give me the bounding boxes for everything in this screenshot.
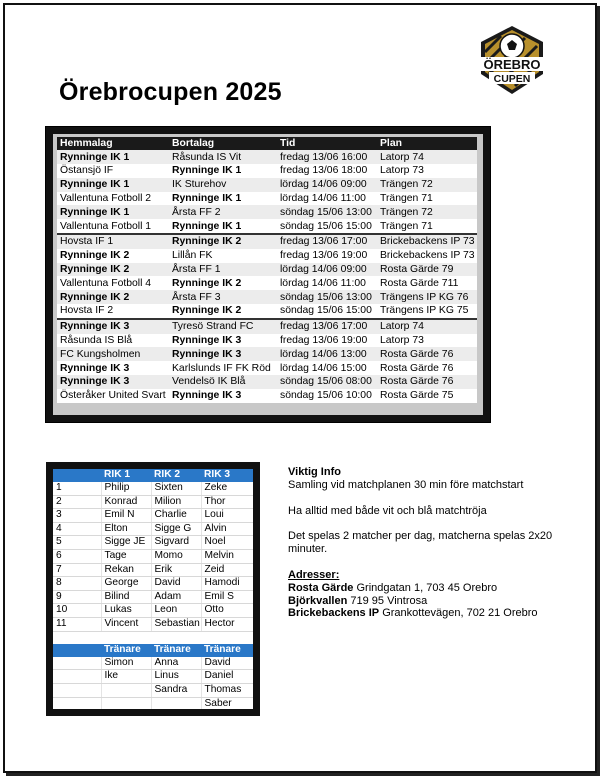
roster-player: Tage bbox=[101, 549, 151, 563]
schedule-cell-home: Rynninge IK 3 bbox=[57, 375, 169, 389]
schedule-cell-time: lördag 14/06 11:00 bbox=[277, 192, 377, 206]
schedule-cell-plan: Trängens IP KG 75 bbox=[377, 304, 477, 319]
roster-player: Rekan bbox=[101, 563, 151, 577]
roster-row bbox=[53, 495, 253, 509]
schedule-cell-time: lördag 14/06 15:00 bbox=[277, 361, 377, 375]
coach-row bbox=[53, 697, 253, 709]
roster-player: Sigvard bbox=[151, 536, 201, 550]
schedule-row bbox=[57, 334, 477, 348]
info-line-1: Samling vid matchplanen 30 min före matchstart bbox=[288, 478, 524, 491]
roster-gap bbox=[53, 631, 253, 644]
schedule-cell-away: Årsta FF 3 bbox=[169, 290, 277, 304]
schedule-cell-plan: Brickebackens IP 73 bbox=[377, 234, 477, 249]
roster-player: Konrad bbox=[101, 495, 151, 509]
schedule-cell-plan: Rosta Gärde 76 bbox=[377, 361, 477, 375]
coach-cell bbox=[101, 684, 151, 698]
schedule-row bbox=[57, 290, 477, 304]
coach-cell: Sandra bbox=[151, 684, 201, 698]
info-section bbox=[288, 466, 578, 620]
schedule-cell-away: Rynninge IK 2 bbox=[169, 304, 277, 319]
schedule-cell-time: fredag 13/06 19:00 bbox=[277, 334, 377, 348]
schedule-cell-home: Hovsta IF 2 bbox=[57, 304, 169, 319]
coach-cell bbox=[53, 670, 101, 684]
schedule-cell-time: söndag 15/06 13:00 bbox=[277, 290, 377, 304]
roster-player: Elton bbox=[101, 522, 151, 536]
schedule-cell-plan: Rosta Gärde 79 bbox=[377, 263, 477, 277]
roster-header-rik3: RIK 3 bbox=[201, 469, 253, 482]
schedule-cell-away: Rynninge IK 1 bbox=[169, 192, 277, 206]
schedule-row bbox=[57, 319, 477, 334]
schedule-cell-away: Årsta FF 2 bbox=[169, 205, 277, 219]
coach-cell: Ike bbox=[101, 670, 151, 684]
schedule-cell-time: fredag 13/06 19:00 bbox=[277, 249, 377, 263]
roster-row bbox=[53, 509, 253, 523]
coach-cell bbox=[53, 657, 101, 670]
coach-row bbox=[53, 670, 253, 684]
schedule-cell-home: Rynninge IK 1 bbox=[57, 205, 169, 219]
roster-number: 10 bbox=[53, 604, 101, 618]
roster-player: Hamodi bbox=[201, 577, 253, 591]
coach-cell: Thomas bbox=[201, 684, 253, 698]
schedule-cell-away: Vendelsö IK Blå bbox=[169, 375, 277, 389]
schedule-cell-away: IK Sturehov bbox=[169, 178, 277, 192]
roster-player: Charlie bbox=[151, 509, 201, 523]
schedule-cell-away: Rynninge IK 3 bbox=[169, 347, 277, 361]
schedule-cell-away: Rynninge IK 1 bbox=[169, 219, 277, 234]
schedule-row bbox=[57, 205, 477, 219]
schedule-cell-away: Rynninge IK 2 bbox=[169, 234, 277, 249]
roster-player: David bbox=[151, 577, 201, 591]
coach-header-row bbox=[53, 644, 253, 657]
roster-number: 6 bbox=[53, 549, 101, 563]
schedule-row bbox=[57, 178, 477, 192]
schedule-cell-home: Rynninge IK 2 bbox=[57, 249, 169, 263]
schedule-row bbox=[57, 304, 477, 319]
info-line-3: Det spelas 2 matcher per dag, matcherna spelas 2x20 minuter. bbox=[288, 530, 553, 556]
coach-header: Tränare bbox=[201, 644, 253, 657]
schedule-cell-away: Rynninge IK 3 bbox=[169, 389, 277, 403]
schedule-cell-plan: Rosta Gärde 711 bbox=[377, 276, 477, 290]
roster-player: Philip bbox=[101, 482, 151, 495]
schedule-cell-time: fredag 13/06 17:00 bbox=[277, 319, 377, 334]
header-bortalag: Bortalag bbox=[169, 137, 277, 150]
roster-player: Bilind bbox=[101, 590, 151, 604]
roster-player: Zeke bbox=[201, 482, 253, 495]
schedule-row bbox=[57, 192, 477, 206]
coach-cell: Daniel bbox=[201, 670, 253, 684]
schedule-cell-home: Rynninge IK 2 bbox=[57, 263, 169, 277]
schedule-row bbox=[57, 164, 477, 178]
schedule-cell-time: söndag 15/06 10:00 bbox=[277, 389, 377, 403]
roster-row bbox=[53, 604, 253, 618]
roster-player: Zeid bbox=[201, 563, 253, 577]
schedule-row bbox=[57, 375, 477, 389]
schedule-cell-home: Rynninge IK 1 bbox=[57, 178, 169, 192]
roster-player: Sebastian bbox=[151, 617, 201, 631]
roster-player: Hector bbox=[201, 617, 253, 631]
schedule-cell-plan: Latorp 74 bbox=[377, 150, 477, 164]
roster-header-row bbox=[53, 469, 253, 482]
roster-row bbox=[53, 549, 253, 563]
coach-header: Tränare bbox=[101, 644, 151, 657]
schedule-cell-time: söndag 15/06 15:00 bbox=[277, 219, 377, 234]
schedule-cell-time: fredag 13/06 17:00 bbox=[277, 234, 377, 249]
roster-player: Lukas bbox=[101, 604, 151, 618]
roster-number: 5 bbox=[53, 536, 101, 550]
schedule-cell-away: Rynninge IK 2 bbox=[169, 276, 277, 290]
schedule-cell-away: Rynninge IK 3 bbox=[169, 334, 277, 348]
roster-player: George bbox=[101, 577, 151, 591]
coach-cell: Simon bbox=[101, 657, 151, 670]
schedule-row bbox=[57, 347, 477, 361]
roster-player: Noel bbox=[201, 536, 253, 550]
roster-number: 4 bbox=[53, 522, 101, 536]
roster-player: Momo bbox=[151, 549, 201, 563]
roster-header-num bbox=[53, 469, 101, 482]
roster-player: Loui bbox=[201, 509, 253, 523]
roster-player: Sigge G bbox=[151, 522, 201, 536]
match-schedule-table bbox=[57, 137, 477, 403]
schedule-cell-home: Vallentuna Fotboll 1 bbox=[57, 219, 169, 234]
address-brickebacken: Brickebackens IP Grankottevägen, 702 21 Orebro bbox=[288, 607, 538, 620]
schedule-cell-home: Hovsta IF 1 bbox=[57, 234, 169, 249]
roster-player: Vincent bbox=[101, 617, 151, 631]
schedule-cell-home: Östansjö IF bbox=[57, 164, 169, 178]
schedule-cell-away: Lillån FK bbox=[169, 249, 277, 263]
schedule-cell-away: Tyresö Strand FC bbox=[169, 319, 277, 334]
coach-header: Tränare bbox=[151, 644, 201, 657]
address-bjorkvallen: Björkvallen 719 95 Vintrosa bbox=[288, 594, 428, 607]
roster-player: Alvin bbox=[201, 522, 253, 536]
schedule-row bbox=[57, 234, 477, 249]
schedule-header-row bbox=[57, 137, 477, 150]
roster-player: Milion bbox=[151, 495, 201, 509]
roster-player: Erik bbox=[151, 563, 201, 577]
roster-row bbox=[53, 522, 253, 536]
schedule-cell-home: Råsunda IS Blå bbox=[57, 334, 169, 348]
schedule-cell-away: Karlslunds IF FK Röd bbox=[169, 361, 277, 375]
schedule-cell-plan: Brickebackens IP 73 bbox=[377, 249, 477, 263]
schedule-row bbox=[57, 389, 477, 403]
schedule-cell-plan: Trängens IP KG 76 bbox=[377, 290, 477, 304]
coach-cell: Anna bbox=[151, 657, 201, 670]
schedule-body bbox=[57, 150, 477, 402]
roster-row bbox=[53, 536, 253, 550]
coach-cell bbox=[53, 684, 101, 698]
schedule-cell-time: fredag 13/06 16:00 bbox=[277, 150, 377, 164]
schedule-row bbox=[57, 361, 477, 375]
header-tid: Tid bbox=[277, 137, 377, 150]
coach-row bbox=[53, 684, 253, 698]
schedule-cell-plan: Latorp 73 bbox=[377, 164, 477, 178]
schedule-cell-time: söndag 15/06 08:00 bbox=[277, 375, 377, 389]
roster-number: 9 bbox=[53, 590, 101, 604]
coach-header bbox=[53, 644, 101, 657]
roster-table bbox=[53, 469, 253, 709]
page-title: Örebrocupen 2025 bbox=[59, 78, 282, 106]
roster-row bbox=[53, 563, 253, 577]
schedule-cell-home: Rynninge IK 2 bbox=[57, 290, 169, 304]
schedule-cell-plan: Latorp 74 bbox=[377, 319, 477, 334]
info-heading: Viktig Info bbox=[288, 466, 341, 478]
coach-row bbox=[53, 657, 253, 670]
addresses-heading: Adresser: bbox=[288, 568, 340, 581]
schedule-cell-home: Vallentuna Fotboll 4 bbox=[57, 276, 169, 290]
schedule-cell-time: söndag 15/06 15:00 bbox=[277, 304, 377, 319]
svg-text:ÖREBRO: ÖREBRO bbox=[483, 57, 541, 72]
orebrocupen-logo bbox=[471, 24, 553, 96]
schedule-cell-plan: Rosta Gärde 76 bbox=[377, 375, 477, 389]
roster-body bbox=[53, 482, 253, 709]
schedule-row bbox=[57, 263, 477, 277]
schedule-cell-home: Österåker United Svart bbox=[57, 389, 169, 403]
schedule-cell-away: Rynninge IK 1 bbox=[169, 164, 277, 178]
roster-row bbox=[53, 577, 253, 591]
coach-cell: David bbox=[201, 657, 253, 670]
coach-cell: Linus bbox=[151, 670, 201, 684]
schedule-cell-time: lördag 14/06 11:00 bbox=[277, 276, 377, 290]
roster-header-rik2: RIK 2 bbox=[151, 469, 201, 482]
schedule-cell-plan: Rosta Gärde 75 bbox=[377, 389, 477, 403]
header-hemmalag: Hemmalag bbox=[57, 137, 169, 150]
roster-number: 11 bbox=[53, 617, 101, 631]
schedule-frame bbox=[45, 126, 491, 423]
schedule-cell-plan: Trängen 71 bbox=[377, 219, 477, 234]
schedule-cell-home: Vallentuna Fotboll 2 bbox=[57, 192, 169, 206]
schedule-cell-plan: Latorp 73 bbox=[377, 334, 477, 348]
coach-cell: Saber bbox=[201, 697, 253, 709]
roster-player: Leon bbox=[151, 604, 201, 618]
schedule-cell-home: Rynninge IK 3 bbox=[57, 319, 169, 334]
schedule-cell-home: Rynninge IK 1 bbox=[57, 150, 169, 164]
schedule-cell-time: lördag 14/06 09:00 bbox=[277, 263, 377, 277]
roster-row bbox=[53, 482, 253, 495]
schedule-cell-time: söndag 15/06 13:00 bbox=[277, 205, 377, 219]
info-line-2: Ha alltid med både vit och blå matchtröja bbox=[288, 504, 487, 517]
roster-player: Otto bbox=[201, 604, 253, 618]
roster-row bbox=[53, 590, 253, 604]
roster-player: Emil S bbox=[201, 590, 253, 604]
schedule-row bbox=[57, 276, 477, 290]
schedule-row bbox=[57, 150, 477, 164]
schedule-cell-home: FC Kungsholmen bbox=[57, 347, 169, 361]
roster-number: 3 bbox=[53, 509, 101, 523]
schedule-cell-plan: Rosta Gärde 76 bbox=[377, 347, 477, 361]
schedule-cell-away: Råsunda IS Vit bbox=[169, 150, 277, 164]
roster-number: 7 bbox=[53, 563, 101, 577]
roster-player: Adam bbox=[151, 590, 201, 604]
roster-player: Sigge JE bbox=[101, 536, 151, 550]
roster-number: 8 bbox=[53, 577, 101, 591]
schedule-cell-home: Rynninge IK 3 bbox=[57, 361, 169, 375]
roster-frame bbox=[46, 462, 260, 716]
roster-header-rik1: RIK 1 bbox=[101, 469, 151, 482]
address-rosta: Rosta Gärde Grindgatan 1, 703 45 Orebro bbox=[288, 581, 498, 594]
header-plan: Plan bbox=[377, 137, 477, 150]
coach-cell bbox=[53, 697, 101, 709]
coach-cell bbox=[101, 697, 151, 709]
coach-cell bbox=[151, 697, 201, 709]
schedule-cell-away: Årsta FF 1 bbox=[169, 263, 277, 277]
roster-player: Thor bbox=[201, 495, 253, 509]
schedule-cell-time: lördag 14/06 09:00 bbox=[277, 178, 377, 192]
schedule-row bbox=[57, 249, 477, 263]
roster-player: Melvin bbox=[201, 549, 253, 563]
roster-player: Sixten bbox=[151, 482, 201, 495]
roster-number: 2 bbox=[53, 495, 101, 509]
roster-row bbox=[53, 617, 253, 631]
schedule-cell-time: lördag 14/06 13:00 bbox=[277, 347, 377, 361]
schedule-cell-plan: Trängen 72 bbox=[377, 205, 477, 219]
roster-number: 1 bbox=[53, 482, 101, 495]
schedule-row bbox=[57, 219, 477, 234]
roster-player: Emil N bbox=[101, 509, 151, 523]
schedule-cell-plan: Trängen 71 bbox=[377, 192, 477, 206]
schedule-cell-time: fredag 13/06 18:00 bbox=[277, 164, 377, 178]
svg-text:CUPEN: CUPEN bbox=[493, 73, 531, 85]
schedule-cell-plan: Trängen 72 bbox=[377, 178, 477, 192]
